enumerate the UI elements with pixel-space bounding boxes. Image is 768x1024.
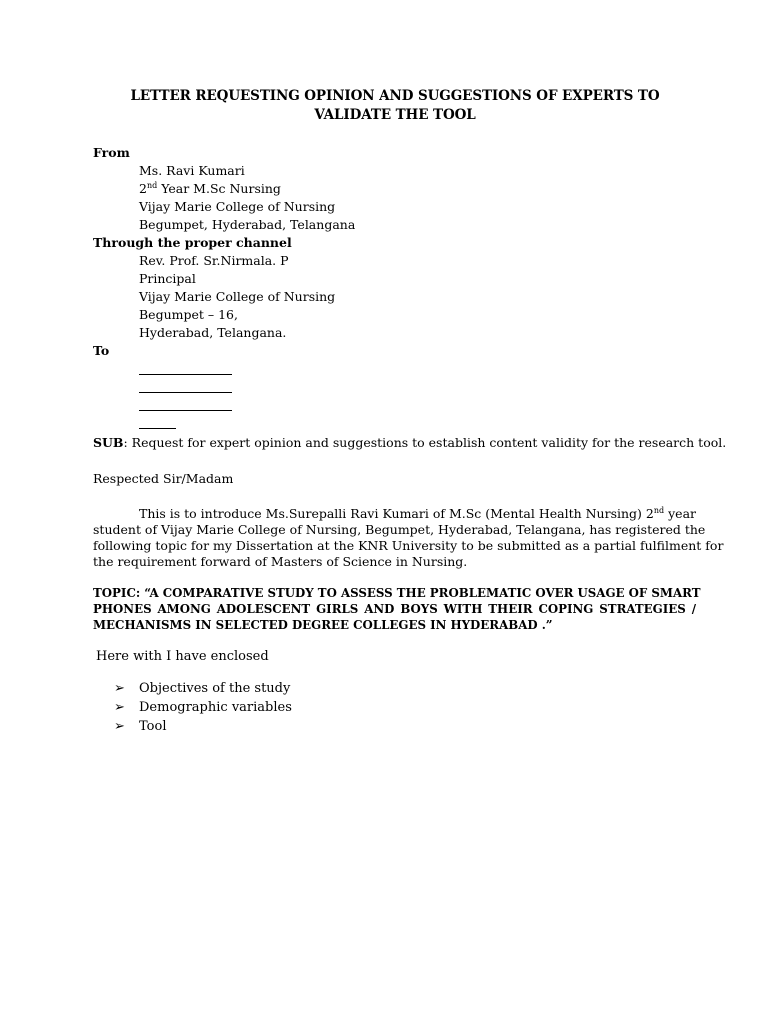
body-paragraph [93, 505, 724, 570]
body-line-1: This is to introduce Ms.Surepalli Ravi Kumari of M.Sc (Mental Health Nursing) 2nd year [139, 505, 697, 521]
through-label: Through the proper channel [93, 235, 292, 250]
through-address-1: Begumpet – 16, [139, 307, 238, 322]
topic-block [93, 585, 701, 633]
enclosed-intro: Here with I have enclosed [96, 649, 269, 664]
list-item: ➢ Objectives of the study [114, 681, 291, 696]
list-item: ➢ Demographic variables [114, 700, 292, 715]
subject-label: SUB [93, 435, 124, 450]
body-line-4: the requirement forward of Masters of Science in Nursing. [93, 554, 468, 569]
topic-line-2: PHONES AMONG ADOLESCENT GIRLS AND BOYS WITH THEIR COPING STRATEGIES / [93, 602, 696, 616]
from-label: From [93, 145, 130, 160]
through-name: Rev. Prof. Sr.Nirmala. P [139, 253, 289, 268]
salutation: Respected Sir/Madam [93, 471, 234, 486]
body-line-2: student of Vijay Marie College of Nursing, Begumpet, Hyderabad, Telangana, has registered the [93, 522, 706, 537]
sender-name: Ms. Ravi Kumari [139, 163, 245, 178]
sender-year: 2nd Year M.Sc Nursing [139, 180, 281, 196]
arrow-bullet-icon: ➢ [114, 681, 125, 696]
subject-line [93, 434, 726, 452]
subject-text: : Request for expert opinion and suggestions to establish content validity for the research tool. [123, 435, 727, 450]
through-address-2: Hyderabad, Telangana. [139, 325, 287, 340]
body-line-3: following topic for my Dissertation at the KNR University to be submitted as a partial fulfilment for [93, 538, 724, 553]
topic-line-3: MECHANISMS IN SELECTED DEGREE COLLEGES IN HYDERABAD .” [93, 618, 553, 632]
arrow-bullet-icon: ➢ [114, 719, 125, 734]
to-blank-line-4 [139, 428, 176, 429]
list-item: ➢ Tool [114, 719, 167, 734]
sender-address: Begumpet, Hyderabad, Telangana [139, 217, 356, 232]
topic-line-1: TOPIC: “A COMPARATIVE STUDY TO ASSESS THE PROBLEMATIC OVER USAGE OF SMART [93, 586, 701, 600]
sender-college: Vijay Marie College of Nursing [139, 199, 336, 214]
to-blank-line-3 [139, 410, 232, 411]
letter-title: LETTER REQUESTING OPINION AND SUGGESTIONS OF EXPERTS TO VALIDATE THE TOOL [130, 88, 660, 123]
through-position: Principal [139, 271, 196, 286]
enclosure-list [114, 679, 292, 736]
to-label: To [93, 343, 110, 358]
to-blank-line-2 [139, 392, 232, 393]
through-college: Vijay Marie College of Nursing [139, 289, 336, 304]
arrow-bullet-icon: ➢ [114, 700, 125, 715]
to-blank-line-1 [139, 374, 232, 375]
